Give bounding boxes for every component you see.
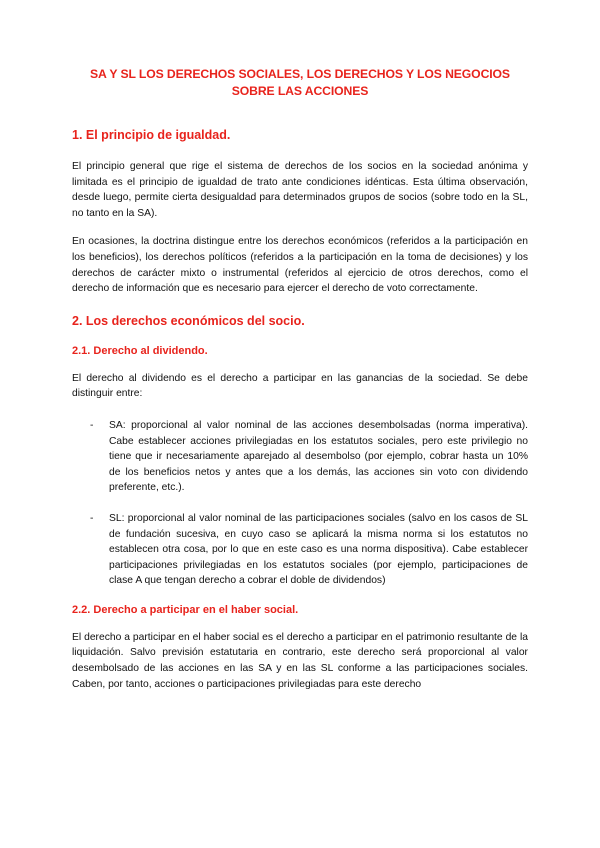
list-item-text: SA: proporcional al valor nominal de las acciones desembolsadas (norma imperativa). Cabe establecer acciones privilegiadas en los estatutos sociales, pero este privilegio no tiene que ir necesariamente aparejado al desembolso (por ejemplo, cobrar hasta un 10% de los beneficios netos y antes que a los demás, las acciones sin voto con dividendo preferente, etc.). bbox=[109, 419, 528, 494]
section-2-1-intro: El derecho al dividendo es el derecho a participar en las ganancias de la sociedad. Se debe distinguir entre: bbox=[72, 372, 528, 400]
document-page bbox=[72, 66, 528, 705]
document-title: SA Y SL LOS DERECHOS SOCIALES, LOS DERECHOS Y LOS NEGOCIOS SOBRE LAS ACCIONES bbox=[90, 67, 510, 98]
list-bullet: - bbox=[90, 512, 94, 524]
dividend-list bbox=[72, 418, 528, 589]
list-item-sa bbox=[72, 418, 528, 496]
list-item-text: SL: proporcional al valor nominal de las participaciones sociales (salvo en los casos de SL de fundación sucesiva, en cuyo caso se aplicará la misma norma si los estatutos no establecen otra cosa, por lo que en este caso es una norma dispositiva). Cabe establecer participaciones privilegiadas en los estatutos sociales (por ejemplo, participaciones de clase A que tengan derecho a cobrar el doble de dividendos) bbox=[109, 512, 528, 587]
section-2-2-heading: 2.2. Derecho a participar en el haber social. bbox=[72, 603, 299, 616]
section-1-paragraph-2: En ocasiones, la doctrina distingue entre los derechos económicos (referidos a la participación en los beneficios), los derechos políticos (referidos a la participación en la toma de decisiones) y los derechos de carácter mixto o instrumental (referidos al ejercicio de otros derechos, como el derecho de información que es necesario para ejercer el derecho de voto correctamente. bbox=[72, 236, 528, 295]
section-1-paragraph-1: El principio general que rige el sistema de derechos de los socios en la sociedad anónima y limitada es el principio de igualdad de trato ante condiciones idénticas. Esta última observación, desde luego, permite cierta desigualdad para determinados grupos de socios (sobre todo en la SL, no tanto en la SA). bbox=[72, 161, 528, 219]
list-bullet: - bbox=[90, 419, 94, 431]
section-2-heading: 2. Los derechos económicos del socio. bbox=[72, 313, 305, 328]
section-1-heading: 1. El principio de igualdad. bbox=[72, 128, 231, 142]
section-2-2-paragraph: El derecho a participar en el haber social es el derecho a participar en el patrimonio resultante de la liquidación. Salvo previsión estatutaria en contrario, este derecho será proporcional al valor desembolsado de las acciones en las SA y en las SL conforme a las participaciones sociales. Caben, por tanto, acciones o participaciones privilegiadas para este derecho bbox=[72, 631, 528, 690]
section-2-1-heading: 2.1. Derecho al dividendo. bbox=[72, 344, 208, 357]
list-item-sl bbox=[72, 511, 528, 589]
